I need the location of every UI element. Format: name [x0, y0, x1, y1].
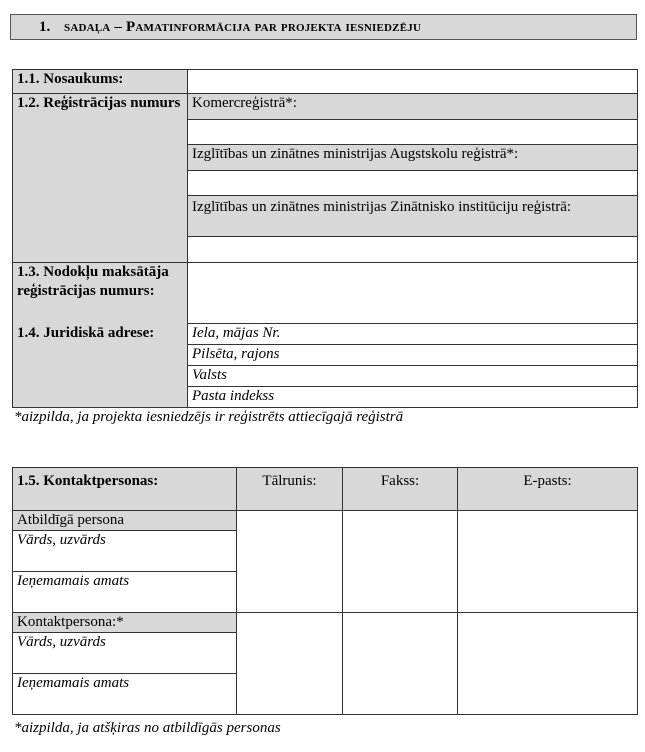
section-header — [10, 14, 637, 40]
contact-person-label: Kontaktpersona:* — [13, 613, 237, 633]
contact-fax-field[interactable] — [343, 613, 458, 715]
tax-number-label: 1.3. Nodokļu maksātāja reģistrācijas numurs: — [13, 263, 188, 324]
science-register-label: Izglītības un zinātnes ministrijas Zinātnisko institūciju reģistrā: — [188, 196, 638, 237]
contacts-table — [12, 467, 638, 715]
legal-address-label: 1.4. Juridiskā adrese: — [13, 324, 188, 408]
applicant-info-table — [12, 69, 638, 408]
postcode-field[interactable]: Pasta indekss — [188, 387, 638, 408]
higher-ed-register-field[interactable] — [188, 171, 638, 196]
contact-email-field[interactable] — [458, 613, 638, 715]
science-register-field[interactable] — [188, 237, 638, 263]
contacts-header: 1.5. Kontaktpersonas: — [13, 468, 237, 511]
section-title: sadaļa – Pamatinformācija par projekta iesniedzēju — [64, 19, 422, 35]
contact-footnote: *aizpilda, ja atšķiras no atbildīgās personas — [14, 720, 281, 736]
contact-phone-field[interactable] — [237, 613, 343, 715]
responsible-position-field[interactable]: Ieņemamais amats — [13, 572, 237, 613]
responsible-name-field[interactable]: Vārds, uzvārds — [13, 531, 237, 572]
higher-ed-register-label: Izglītības un zinātnes ministrijas Augstskolu reģistrā*: — [188, 145, 638, 171]
fax-header: Fakss: — [343, 468, 458, 511]
contact-name-field[interactable]: Vārds, uzvārds — [13, 633, 237, 674]
responsible-phone-field[interactable] — [237, 511, 343, 613]
responsible-email-field[interactable] — [458, 511, 638, 613]
street-field[interactable]: Iela, mājas Nr. — [188, 324, 638, 345]
country-field[interactable]: Valsts — [188, 366, 638, 387]
phone-header: Tālrunis: — [237, 468, 343, 511]
tax-number-field[interactable] — [188, 263, 638, 324]
responsible-fax-field[interactable] — [343, 511, 458, 613]
contact-position-field[interactable]: Ieņemamais amats — [13, 674, 237, 715]
name-field[interactable] — [188, 70, 638, 94]
city-field[interactable]: Pilsēta, rajons — [188, 345, 638, 366]
name-label: 1.1. Nosaukums: — [13, 70, 188, 94]
reg-number-label: 1.2. Reģistrācijas numurs — [13, 94, 188, 263]
responsible-person-label: Atbildīgā persona — [13, 511, 237, 531]
commercial-register-label: Komercreģistrā*: — [188, 94, 638, 120]
register-footnote: *aizpilda, ja projekta iesniedzējs ir reģistrēts attiecīgajā reģistrā — [14, 409, 404, 425]
commercial-register-field[interactable] — [188, 120, 638, 145]
email-header: E-pasts: — [458, 468, 638, 511]
section-number: 1. — [39, 19, 51, 35]
